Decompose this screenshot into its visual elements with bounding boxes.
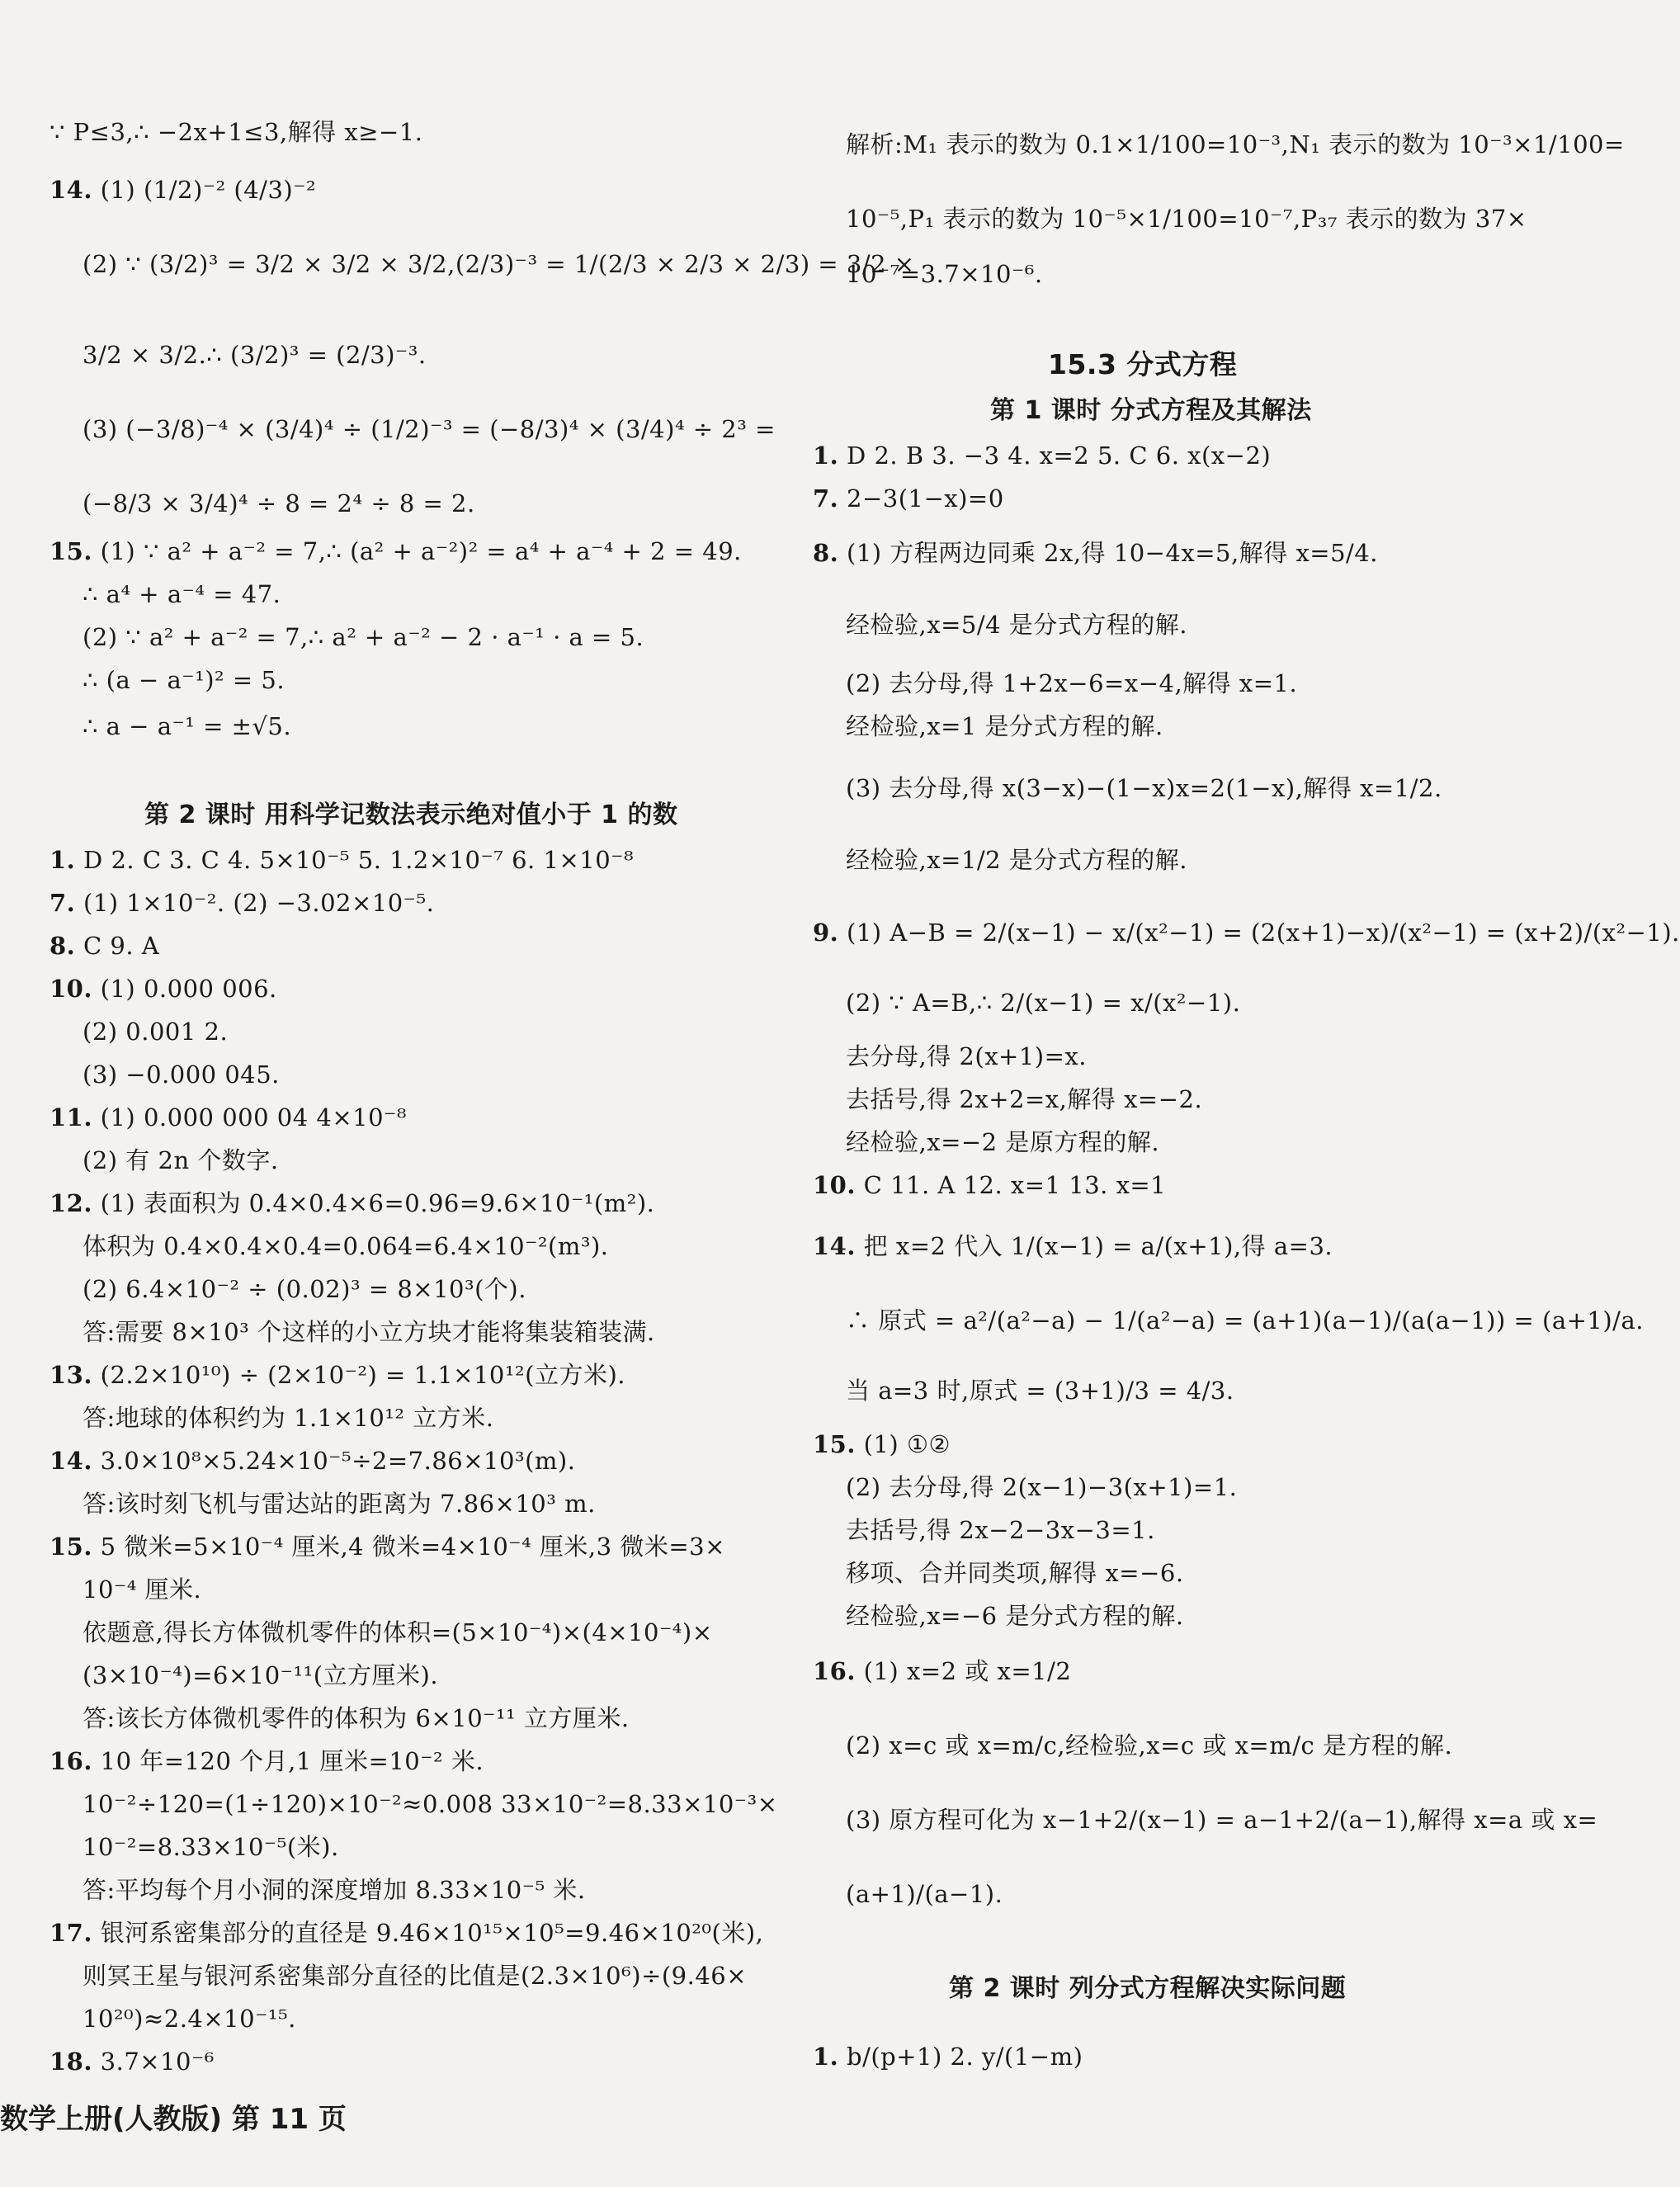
- answer-text: 则冥王星与银河系密集部分直径的比值是(2.3×10⁶)÷(9.46×: [83, 1962, 748, 1990]
- answer-text: (2) 有 2n 个数字.: [83, 1146, 279, 1174]
- answer-text: 10⁻⁴ 厘米.: [83, 1575, 202, 1604]
- answer-text: (2) ∵ A=B,∴ 2/(x−1) = x/(x²−1).: [846, 989, 1241, 1017]
- answer-line: [83, 404, 776, 454]
- answer-text: 移项、合并同类项,解得 x=−6.: [846, 1559, 1184, 1587]
- question-number: 8.: [813, 539, 839, 567]
- answer-line: [83, 1830, 339, 1863]
- answer-line: [846, 1514, 1155, 1547]
- question-number: 15.: [50, 537, 92, 565]
- question-number: 9.: [813, 919, 839, 947]
- answer-text: 10⁻²=8.33×10⁻⁵(米).: [83, 1833, 339, 1861]
- answer-line: [50, 1101, 407, 1134]
- answer-line: [846, 710, 1163, 743]
- answer-line: [846, 1040, 1087, 1073]
- answer-text: 2−3(1−x)=0: [847, 484, 1004, 513]
- answer-text: 10 年=120 个月,1 厘米=10⁻² 米.: [100, 1747, 484, 1775]
- answer-line: [50, 1187, 654, 1220]
- answer-line: [83, 664, 285, 697]
- answer-text: 去括号,得 2x−2−3x−3=1.: [846, 1516, 1155, 1544]
- answer-line: [813, 2032, 1083, 2081]
- answer-text: 体积为 0.4×0.4×0.4=0.064=6.4×10⁻²(m³).: [83, 1232, 609, 1260]
- answer-line: [813, 528, 1378, 578]
- answer-text: ∴ 原式 = a²/(a²−a) − 1/(a²−a) = (a+1)(a−1)/(a(a−1)) = (a+1)/a.: [846, 1306, 1644, 1334]
- answer-text: (1) 1×10⁻². (2) −3.02×10⁻⁵.: [83, 889, 435, 917]
- question-number: 16.: [813, 1657, 856, 1685]
- answer-line: [846, 1869, 1003, 1919]
- question-number: 15.: [813, 1430, 856, 1458]
- answer-text: (2) 去分母,得 2(x−1)−3(x+1)=1.: [846, 1473, 1238, 1501]
- answer-text: 3/2 × 3/2.∴ (3/2)³ = (2/3)⁻³.: [83, 341, 427, 369]
- answer-line: [846, 600, 1187, 649]
- answer-text: ∵ P≤3,∴ −2x+1≤3,解得 x≥−1.: [50, 118, 423, 146]
- question-number: 12.: [50, 1189, 92, 1217]
- answer-text: (2) x=c 或 x=m/c,经检验,x=c 或 x=m/c 是方程的解.: [846, 1731, 1453, 1760]
- answer-line: [846, 1083, 1202, 1116]
- question-number: 15.: [50, 1533, 92, 1561]
- answer-line: [50, 1358, 625, 1391]
- answer-line: [50, 535, 742, 568]
- answer-text: 第 1 课时 分式方程及其解法: [990, 396, 1312, 425]
- question-number: 14.: [50, 176, 92, 204]
- answer-line: [83, 1788, 778, 1821]
- answer-text: 答:需要 8×10³ 个这样的小立方块才能将集装箱装满.: [83, 1318, 655, 1346]
- answer-text: 15.3 分式方程: [1048, 348, 1238, 380]
- answer-line: [83, 1702, 630, 1735]
- answer-text: 解析:M₁ 表示的数为 0.1×1/100=10⁻³,N₁ 表示的数为 10⁻³×1/100=: [846, 130, 1625, 158]
- answer-line: [83, 1015, 228, 1048]
- answer-line: [846, 978, 1240, 1027]
- answer-line: [83, 330, 427, 380]
- answer-line: [846, 1721, 1452, 1770]
- answer-text: 经检验,x=5/4 是分式方程的解.: [846, 611, 1187, 639]
- answer-text: 10⁻⁷=3.7×10⁻⁶.: [846, 260, 1043, 288]
- answer-line: [83, 479, 475, 528]
- answer-text: (2.2×10¹⁰) ÷ (2×10⁻²) = 1.1×10¹²(立方米).: [100, 1361, 625, 1389]
- answer-line: [813, 482, 1004, 515]
- answer-line: [846, 1471, 1237, 1504]
- answer-line: [846, 1599, 1184, 1632]
- answer-line: [83, 1230, 609, 1263]
- question-number: 11.: [50, 1103, 92, 1131]
- answer-line: [846, 194, 1527, 243]
- answer-text: (2) ∵ a² + a⁻² = 7,∴ a² + a⁻² − 2 · a⁻¹ · a = 5.: [83, 623, 644, 651]
- answer-line: [83, 2002, 296, 2035]
- answer-line: [50, 1745, 484, 1778]
- answer-text: ∴ (a − a⁻¹)² = 5.: [83, 666, 286, 694]
- answer-text: (−8/3 × 3/4)⁴ ÷ 8 = 2⁴ ÷ 8 = 2.: [83, 489, 475, 517]
- answer-text: 第 2 课时 用科学记数法表示绝对值小于 1 的数: [144, 801, 678, 829]
- answer-text: 答:地球的体积约为 1.1×10¹² 立方米.: [83, 1404, 494, 1432]
- answer-line: [50, 886, 434, 919]
- answer-line: [846, 1795, 1597, 1845]
- answer-text: (1) 表面积为 0.4×0.4×6=0.96=9.6×10⁻¹(m²).: [100, 1189, 655, 1217]
- answer-text: (3) 去分母,得 x(3−x)−(1−x)x=2(1−x),解得 x=1/2.: [846, 774, 1442, 802]
- answer-line: [83, 1316, 655, 1349]
- answer-line: [83, 1616, 713, 1649]
- answer-text: C 9. A: [83, 932, 160, 960]
- answer-line: [50, 843, 634, 876]
- answer-text: (a+1)/(a−1).: [846, 1880, 1003, 1908]
- answer-text: (2) 6.4×10⁻² ÷ (0.02)³ = 8×10³(个).: [83, 1275, 526, 1303]
- answer-line: [813, 439, 1271, 472]
- answer-text: 10²⁰)≈2.4×10⁻¹⁵.: [83, 2005, 296, 2033]
- answer-line: [83, 1487, 596, 1520]
- answer-text: (1) ∵ a² + a⁻² = 7,∴ (a² + a⁻²)² = a⁴ + a⁻⁴ + 2 = 49.: [100, 537, 742, 565]
- answer-text: b/(p+1) 2. y/(1−m): [847, 2043, 1083, 2071]
- question-number: 16.: [50, 1747, 92, 1775]
- answer-line: [83, 710, 291, 743]
- answer-line: [50, 1444, 575, 1477]
- answer-text: (1) x=2 或 x=1/2: [863, 1657, 1072, 1685]
- answer-text: 经检验,x=1/2 是分式方程的解.: [846, 846, 1187, 874]
- question-number: 13.: [50, 1361, 92, 1389]
- answer-line: [50, 929, 159, 962]
- answer-text: 经检验,x=−6 是分式方程的解.: [846, 1602, 1184, 1630]
- answer-text: 银河系密集部分的直径是 9.46×10¹⁵×10⁵=9.46×10²⁰(米),: [100, 1919, 764, 1947]
- answer-line: [83, 578, 281, 611]
- answer-line: [83, 1573, 201, 1606]
- answer-text: 把 x=2 代入 1/(x−1) = a/(x+1),得 a=3.: [863, 1232, 1333, 1260]
- question-number: 7.: [813, 484, 839, 513]
- answer-line: [83, 1058, 280, 1091]
- answer-text: 答:平均每个月小洞的深度增加 8.33×10⁻⁵ 米.: [83, 1876, 586, 1904]
- answer-text: 第 2 课时 列分式方程解决实际问题: [949, 1974, 1347, 2003]
- answer-text: (1) (1/2)⁻² (4/3)⁻²: [100, 176, 317, 204]
- question-number: 14.: [50, 1447, 92, 1475]
- answer-text: ∴ a − a⁻¹ = ±√5.: [83, 712, 292, 740]
- answer-line: [846, 1366, 1234, 1415]
- answer-text: 答:该长方体微机零件的体积为 6×10⁻¹¹ 立方厘米.: [83, 1704, 630, 1732]
- answer-line: [846, 120, 1625, 169]
- answer-text: (3) 原方程可化为 x−1+2/(x−1) = a−1+2/(a−1),解得 x=a 或 x=: [846, 1806, 1598, 1834]
- answer-line: [50, 972, 277, 1005]
- answer-line: [50, 165, 316, 215]
- answer-text: C 11. A 12. x=1 13. x=1: [863, 1171, 1167, 1199]
- answer-text: 3.7×10⁻⁶: [100, 2048, 215, 2076]
- answer-text: (1) ①②: [863, 1430, 951, 1458]
- answer-line: [83, 1659, 438, 1692]
- answer-text: (2) 去分母,得 1+2x−6=x−4,解得 x=1.: [846, 669, 1298, 697]
- question-number: 8.: [50, 932, 76, 960]
- answer-text: 去括号,得 2x+2=x,解得 x=−2.: [846, 1085, 1203, 1113]
- question-number: 1.: [50, 846, 76, 874]
- answer-text: (2) ∵ (3/2)³ = 3/2 × 3/2 × 3/2,(2/3)⁻³ = 1/(2/3 × 2/3 × 2/3) = 3/2 ×: [83, 250, 915, 278]
- answer-line: [50, 116, 422, 149]
- question-number: 17.: [50, 1919, 92, 1947]
- answer-line: [50, 2045, 215, 2078]
- answer-line: [83, 1144, 279, 1177]
- answer-text: (3×10⁻⁴)=6×10⁻¹¹(立方厘米).: [83, 1661, 439, 1689]
- answer-text: (3) −0.000 045.: [83, 1060, 280, 1089]
- section-heading: [144, 799, 677, 832]
- answer-text: ∴ a⁴ + a⁻⁴ = 47.: [83, 580, 281, 608]
- answer-text: (1) 0.000 000 04 4×10⁻⁸: [100, 1103, 407, 1131]
- answer-line: [83, 239, 915, 289]
- answer-line: [846, 257, 1043, 290]
- answer-text: 经检验,x=1 是分式方程的解.: [846, 712, 1163, 740]
- answer-text: 10⁻²÷120=(1÷120)×10⁻²≈0.008 33×10⁻²=8.33×10⁻³×: [83, 1790, 778, 1818]
- answer-line: [83, 621, 644, 654]
- answer-line: [50, 1530, 725, 1563]
- question-number: 10.: [50, 975, 92, 1003]
- answer-text: 答:该时刻飞机与雷达站的距离为 7.86×10³ m.: [83, 1490, 596, 1518]
- answer-line: [813, 1428, 951, 1461]
- answer-text: 3.0×10⁸×5.24×10⁻⁵÷2=7.86×10³(m).: [100, 1447, 576, 1475]
- answer-line: [813, 1169, 1166, 1202]
- answer-line: [846, 1296, 1644, 1345]
- answer-line: [813, 1646, 1071, 1696]
- question-number: 14.: [813, 1232, 856, 1260]
- answer-text: (3) (−3/8)⁻⁴ × (3/4)⁴ ÷ (1/2)⁻³ = (−8/3)⁴ × (3/4)⁴ ÷ 2³ =: [83, 415, 776, 443]
- answer-line: [83, 1401, 494, 1434]
- answer-line: [50, 1916, 763, 1949]
- answer-line: [846, 1126, 1159, 1159]
- answer-line: [846, 835, 1187, 885]
- answer-text: 当 a=3 时,原式 = (3+1)/3 = 4/3.: [846, 1377, 1234, 1405]
- answer-line: [83, 1959, 747, 1992]
- question-number: 18.: [50, 2048, 92, 2076]
- answer-line: [83, 1273, 526, 1306]
- answer-text: 依题意,得长方体微机零件的体积=(5×10⁻⁴)×(4×10⁻⁴)×: [83, 1618, 713, 1646]
- answer-text: 去分母,得 2(x+1)=x.: [846, 1042, 1087, 1070]
- section-heading: [990, 394, 1312, 427]
- answer-text: (1) A−B = 2/(x−1) − x/(x²−1) = (2(x+1)−x)/(x²−1) = (x+2)/(x²−1).: [847, 919, 1680, 947]
- answer-text: D 2. B 3. −3 4. x=2 5. C 6. x(x−2): [847, 442, 1272, 470]
- answer-line: [846, 667, 1297, 700]
- answer-line: [813, 908, 1680, 957]
- answer-text: (2) 0.001 2.: [83, 1018, 229, 1046]
- question-number: 7.: [50, 889, 76, 917]
- answer-text: 10⁻⁵,P₁ 表示的数为 10⁻⁵×1/100=10⁻⁷,P₃₇ 表示的数为 37×: [846, 205, 1527, 233]
- section-heading: [1048, 348, 1237, 381]
- question-number: 1.: [813, 2043, 839, 2071]
- answer-text: (1) 0.000 006.: [100, 975, 277, 1003]
- answer-line: [846, 763, 1442, 813]
- answer-line: [813, 1221, 1333, 1271]
- section-heading: [949, 1972, 1346, 2005]
- answer-line: [83, 1873, 586, 1906]
- answer-line: [846, 1556, 1184, 1589]
- answer-text: 5 微米=5×10⁻⁴ 厘米,4 微米=4×10⁻⁴ 厘米,3 微米=3×: [100, 1533, 725, 1561]
- question-number: 1.: [813, 442, 839, 470]
- page-footer: 数学上册(人教版) 第 11 页: [0, 2103, 347, 2136]
- answer-text: (1) 方程两边同乘 2x,得 10−4x=5,解得 x=5/4.: [847, 539, 1378, 567]
- answer-text: D 2. C 3. C 4. 5×10⁻⁵ 5. 1.2×10⁻⁷ 6. 1×10⁻⁸: [83, 846, 635, 874]
- question-number: 10.: [813, 1171, 856, 1199]
- answer-text: 经检验,x=−2 是原方程的解.: [846, 1128, 1160, 1156]
